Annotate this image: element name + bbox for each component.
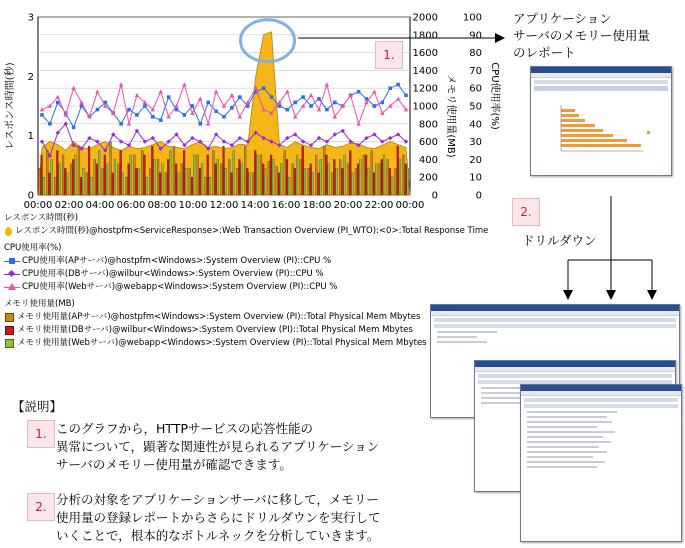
step-1-badge: 1. — [375, 41, 403, 69]
mem-axis-tick-label: 1400 — [412, 65, 438, 77]
explanation-1-text — [56, 420, 379, 474]
x-axis-tick-label: 18:00 — [302, 200, 332, 211]
x-axis-tick-label: 20:00 — [333, 200, 363, 211]
x-axis-tick-label: 14:00 — [240, 200, 270, 211]
explanation-line: 分析の対象をアプリケーションサーバに移して，メモリー — [56, 492, 379, 507]
step-1-caption-line: のレポート — [513, 45, 576, 60]
explanation-line: 使用量の登録レポートからさらにドリルダウンを実行して — [56, 510, 381, 525]
explanation-heading: 【説明】 — [12, 399, 63, 414]
mem-axis-tick-label: 1200 — [412, 83, 438, 95]
legend-mem-title: メモリ使用量(MB) — [4, 299, 75, 309]
left-axis-tick-label: 0 — [27, 190, 34, 202]
legend-response-title: レスポンス時間(秒) — [4, 213, 79, 223]
mem-axis-tick-label: 2000 — [412, 12, 438, 24]
left-axis-tick-label: 1 — [27, 131, 34, 143]
legend-cpu-ap-text: CPU使用率(APサーバ)@hostpfm<Windows>:System Overview (PI)::CPU % — [22, 256, 332, 266]
mem-axis-tick-label: 1600 — [412, 48, 438, 60]
explanation-2-badge: 2. — [27, 493, 55, 521]
step-2-caption: ドリルダウン — [522, 233, 597, 248]
legend-mem-db-text: メモリ使用量(DBサーバ)@wilbur<Windows>:System Overview (PI)::Total Physical Mem Mbytes — [17, 325, 413, 335]
left-axis-tick-label: 2 — [27, 71, 34, 83]
explanation-line: 異常について，顕著な関連性が見られるアプリケーション — [56, 439, 380, 454]
x-axis-tick-label: 02:00 — [54, 200, 84, 211]
left-axis-title: レスポンス時間(秒) — [5, 62, 16, 150]
legend-cpu-title: CPU使用率(%) — [4, 243, 62, 253]
step-1-caption-line: アプリケーション — [513, 11, 612, 26]
report-bar-chart-image — [531, 93, 671, 173]
explanation-1-badge: 1. — [27, 420, 55, 448]
mem-axis-tick-label: 600 — [418, 137, 438, 149]
legend-mem-web-text: メモリ使用量(Webサーバ)@webapp<Windows>:System Overview (PI)::Total Physical Mem Mbytes — [17, 338, 427, 348]
legend-cpu-web-text: CPU使用率(Webサーバ)@webapp<Windows>:System Overview (PI)::CPU % — [22, 282, 338, 292]
mem-axis-tick-label: 0 — [431, 190, 438, 202]
x-axis-tick-label: 08:00 — [147, 200, 177, 211]
cpu-axis-tick-label: 0 — [475, 190, 482, 202]
mem-axis-tick-label: 1800 — [412, 30, 438, 42]
cpu-axis-tick-label: 50 — [469, 101, 482, 113]
cpu-axis-tick-label: 80 — [469, 48, 482, 60]
mem-axis-tick-label: 1000 — [412, 101, 438, 113]
cpu-axis-tick-label: 60 — [469, 83, 482, 95]
x-axis-tick-label: 16:00 — [271, 200, 301, 211]
explanation-line: いくことで，根本的なボトルネックを分析していきます。 — [56, 528, 380, 543]
left-axis-tick-label: 3 — [27, 12, 34, 24]
cpu-axis-tick-label: 40 — [469, 119, 482, 131]
x-axis-tick-label: 04:00 — [85, 200, 115, 211]
report-window-thumbnail — [530, 66, 672, 176]
step-1-caption-line: サーバのメモリー使用量 — [513, 28, 650, 43]
mem-axis-tick-label: 200 — [418, 172, 438, 184]
cpu-axis-tick-label: 10 — [469, 172, 482, 184]
cpu-axis-tick-label: 90 — [469, 30, 482, 42]
cpu-axis-title: CPU使用率(%) — [489, 62, 500, 130]
cpu-axis-tick-label: 20 — [469, 154, 482, 166]
x-axis-tick-label: 00:00 — [23, 200, 53, 211]
cpu-axis-tick-label: 70 — [469, 65, 482, 77]
cpu-axis-tick-label: 100 — [462, 12, 482, 24]
x-axis-tick-label: 06:00 — [116, 200, 146, 211]
drilldown-window-3 — [520, 384, 682, 542]
step-1-caption — [513, 10, 650, 61]
mem-axis-tick-label: 800 — [418, 119, 438, 131]
x-axis-tick-label: 10:00 — [178, 200, 208, 211]
mem-axis-title: メモリ使用量(MB) — [445, 74, 456, 158]
explanation-line: サーバのメモリー使用量が確認できます。 — [56, 457, 292, 472]
explanation-line: このグラフから，HTTPサービスの応答性能の — [56, 421, 313, 436]
x-axis-tick-label: 22:00 — [364, 200, 394, 211]
x-axis-tick-label: 12:00 — [209, 200, 239, 211]
explanation-2-text — [56, 491, 381, 545]
legend-cpu-db-text: CPU使用率(DBサーバ)@wilbur<Windows>:System Overview (PI)::CPU % — [22, 269, 324, 279]
mem-axis-tick-label: 400 — [418, 154, 438, 166]
x-axis-tick-label: 00:00 — [395, 200, 425, 211]
legend-response-text: レスポンス時間(秒)@hostpfm<ServiceResponse>:Web Transaction Overview (PI_WTO):<0>:Total Response Time — [15, 226, 489, 236]
legend-mem-ap-text: メモリ使用量(APサーバ)@hostpfm<Windows>:System Overview (PI)::Total Physical Mem Mbytes — [17, 312, 421, 322]
cpu-axis-tick-label: 30 — [469, 137, 482, 149]
step-2-badge: 2. — [512, 198, 540, 226]
